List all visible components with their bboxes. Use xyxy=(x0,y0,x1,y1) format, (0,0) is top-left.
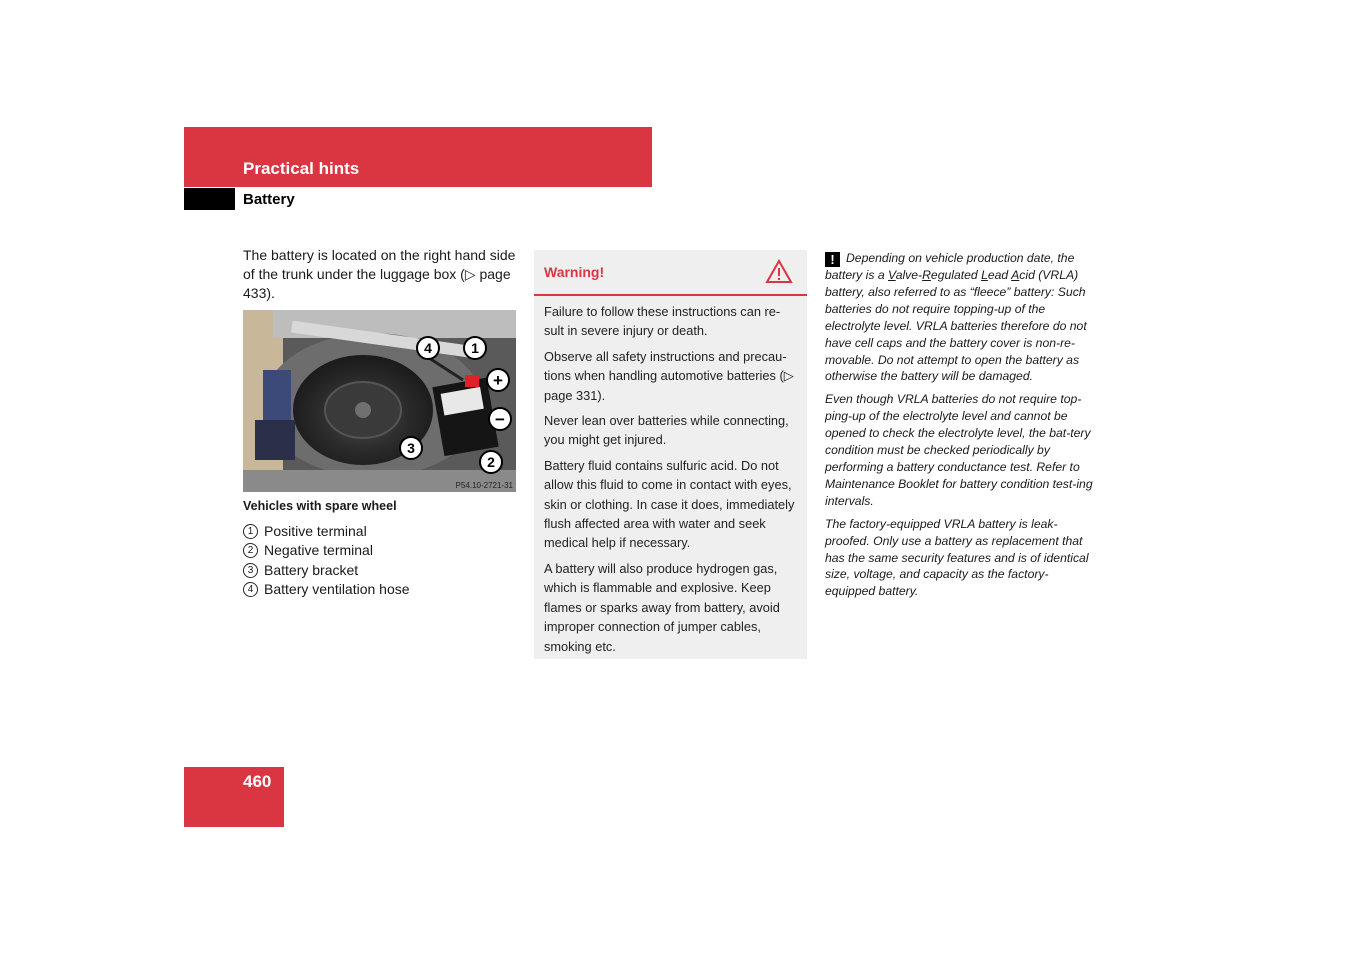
note-text: egulated xyxy=(930,268,982,282)
note-text-underlined: R xyxy=(922,268,931,282)
intro-text: The battery is located on the right hand side of the trunk under the luggage box (▷ page 433). xyxy=(243,247,516,301)
exclamation-icon: ! xyxy=(825,252,840,267)
legend-item xyxy=(243,561,410,580)
section-marker xyxy=(184,188,235,210)
callout-minus-label: − xyxy=(495,410,505,429)
legend-item xyxy=(243,522,410,541)
callout-2-label: 2 xyxy=(487,454,495,470)
note-paragraph-3: The factory-equipped VRLA battery is leak-proofed. Only use a battery as replacement that has the same security features and is of identical size, voltage, and capacity as the factory-equipped battery. xyxy=(825,516,1089,599)
callout-2 xyxy=(480,451,502,473)
callout-plus-label: + xyxy=(493,371,503,390)
note-text-underlined: L xyxy=(981,268,988,282)
warning-paragraph: Observe all safety instructions and precau-tions when handling automotive batteries (▷ page 331). xyxy=(544,348,794,403)
legend-item xyxy=(243,541,410,560)
note-text: Depending on vehicle production date, the battery is a xyxy=(825,251,1075,282)
callout-3 xyxy=(400,437,422,459)
section-title: Battery xyxy=(243,191,295,208)
warning-title: Warning! xyxy=(544,264,605,280)
note-text-underlined: V xyxy=(888,268,896,282)
warning-paragraph: Never lean over batteries while connecting, you might get injured. xyxy=(544,413,789,448)
callout-minus xyxy=(489,408,511,430)
legend-label: Positive terminal xyxy=(264,523,367,539)
battery-trunk-photo xyxy=(243,310,516,492)
legend-number: 4 xyxy=(243,582,258,597)
note-text: alve- xyxy=(895,268,923,282)
warning-body xyxy=(534,296,807,656)
warning-triangle-icon xyxy=(765,259,793,284)
warning-paragraph: Battery fluid contains sulfuric acid. Do not allow this fluid to come in contact with eyes, skin or clothing. In case it does, immediately flush affected area with water and seek medical help if necessary. xyxy=(544,457,795,551)
intro-column xyxy=(243,246,518,303)
warning-paragraph: Failure to follow these instructions can re-sult in severe injury or death. xyxy=(544,304,781,339)
callout-4-label: 4 xyxy=(424,340,432,356)
note-paragraph-1 xyxy=(825,250,1097,385)
note-paragraph-2: Even though VRLA batteries do not require top-ping-up of the electrolyte level and cannot be opened to check the electrolyte level, the bat-tery condition must be checked periodically by performing a battery conductance test. Refer to Maintenance Booklet for battery condition test-ing intervals. xyxy=(825,392,1093,508)
legend-number: 1 xyxy=(243,524,258,539)
legend-number: 3 xyxy=(243,563,258,578)
chapter-title: Practical hints xyxy=(243,159,360,178)
note-text: cid (VRLA) battery, also referred to as “fleece” battery: Such batteries do not require topping-up of the electrolyte level. VRLA batteries therefore do not have cell caps and the battery cover is non-re-movable. Do not attempt to open the battery as otherwise the battery will be damaged. xyxy=(825,268,1087,384)
notes-column xyxy=(825,250,1097,606)
callout-3-label: 3 xyxy=(407,440,415,456)
figure-caption: Vehicles with spare wheel xyxy=(243,499,397,513)
bag-left-shadow xyxy=(255,420,295,460)
callout-1 xyxy=(464,337,486,359)
legend-item xyxy=(243,580,410,599)
legend-number: 2 xyxy=(243,543,258,558)
legend-label: Battery bracket xyxy=(264,561,359,578)
wheel-hub xyxy=(355,402,371,418)
warning-header xyxy=(534,250,807,296)
callout-1-label: 1 xyxy=(471,340,479,356)
warning-paragraph: A battery will also produce hydrogen gas, which is flammable and explosive. Keep flames or sparks away from battery, avoid improper connection of jumper cables, smoking etc. xyxy=(544,560,780,654)
page-number: 460 xyxy=(243,772,272,791)
note-text: ead xyxy=(987,268,1012,282)
note-text-underlined: A xyxy=(1011,268,1020,282)
legend-label: Negative terminal xyxy=(264,542,373,559)
legend-label: Battery ventilation hose xyxy=(264,580,410,597)
figure-legend xyxy=(243,522,410,599)
positive-terminal-cap xyxy=(465,375,479,387)
callout-4 xyxy=(417,337,439,359)
warning-box xyxy=(534,250,807,659)
callout-plus xyxy=(487,369,509,391)
figure-ref-code: P54.10-2721-31 xyxy=(455,481,513,490)
